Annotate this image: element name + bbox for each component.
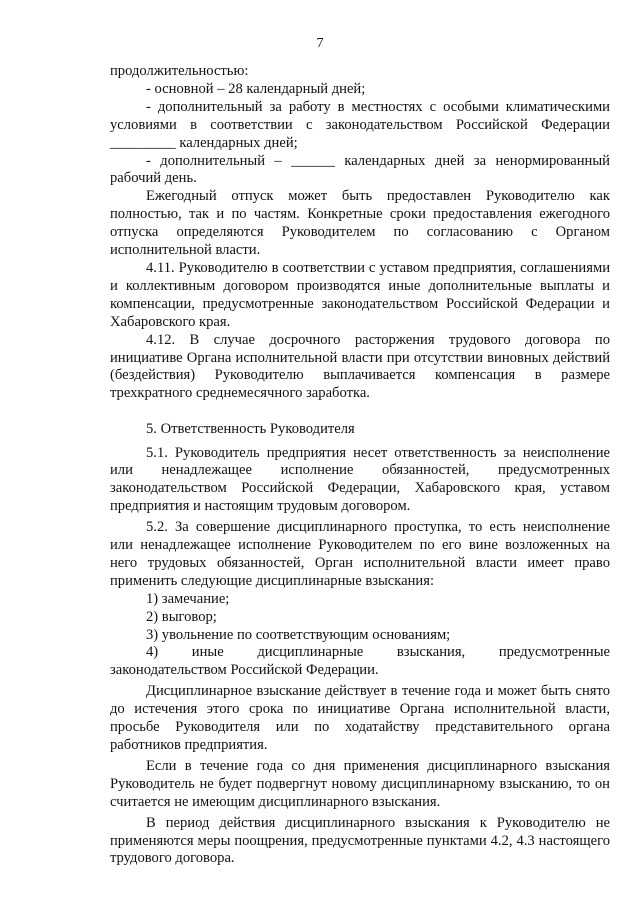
paragraph-penalty-duration: Дисциплинарное взыскание действует в течение года и может быть снято до истечения этого срока по инициативе Органа исполнительной власти, просьбе Руководителя или по ходатайству представительного органа работников предприятия.	[110, 683, 610, 754]
paragraph-no-incentives: В период действия дисциплинарного взыскания к Руководителю не применяются меры поощрения, предусмотренные пунктами 4.2, 4.3 настоящего трудового договора.	[110, 814, 610, 867]
paragraph-5-1: 5.1. Руководитель предприятия несет ответственность за неисполнение или ненадлежащее исполнение обязанностей, предусмотренных законодательством Российской Федерации, Хабаровского края, уставом предприятия и настоящим трудовым договором.	[110, 444, 610, 515]
paragraph-duration-intro: продолжительностью:	[110, 63, 249, 79]
paragraph-4-11: 4.11. Руководителю в соответствии с уставом предприятия, соглашениями и коллективным договором производятся иные дополнительные выплаты и компенсации, предусмотренные законодательством Российской Федерации и Хабаровского края.	[110, 259, 610, 330]
paragraph-4-12: 4.12. В случае досрочного расторжения трудового договора по инициативе Органа исполнительной власти при отсутствии виновных действий (бездействия) Руководителю выплачивается компенсация в размере трехкратного среднемесячного заработка.	[110, 331, 610, 402]
paragraph-penalty-expiry: Если в течение года со дня применения дисциплинарного взыскания Руководитель не будет подвергнут новому дисциплинарному взысканию, то он считается не имеющим дисциплинарного взыскания.	[110, 757, 610, 810]
penalty-item-4: 4) иные дисциплинарные взыскания, предусмотренные законодательством Российской Федерации.	[110, 644, 610, 679]
document-body	[110, 63, 610, 868]
paragraph-5-2: 5.2. За совершение дисциплинарного проступка, то есть неисполнение или ненадлежащее исполнение Руководителем по его вине возложенных на него трудовых обязанностей, Орган исполнительной власти имеет право применить следующие дисциплинарные взыскания:	[110, 519, 610, 589]
penalty-item-2: 2) выговор;	[146, 608, 217, 625]
list-item-climate-leave: - дополнительный за работу в местностях с особыми климатическими условиями в соответствии с законодательством Российской Федерации _________ календарных дней;	[110, 98, 610, 151]
penalty-item-3: 3) увольнение по соответствующим основаниям;	[146, 626, 451, 643]
list-item-main-leave: - основной – 28 календарный дней;	[146, 80, 366, 97]
paragraph-annual-leave: Ежегодный отпуск может быть предоставлен Руководителю как полностью, так и по частям. Конкретные сроки предоставления ежегодного отпуска определяются Руководителем по согласованию с Органом исполнительной власти.	[110, 188, 610, 259]
section-heading-5: 5. Ответственность Руководителя	[146, 421, 355, 438]
penalty-item-1: 1) замечание;	[146, 590, 230, 607]
list-item-irregular-hours-leave: - дополнительный – ______ календарных дней за ненормированный рабочий день.	[110, 152, 610, 187]
page-number: 7	[316, 36, 324, 51]
